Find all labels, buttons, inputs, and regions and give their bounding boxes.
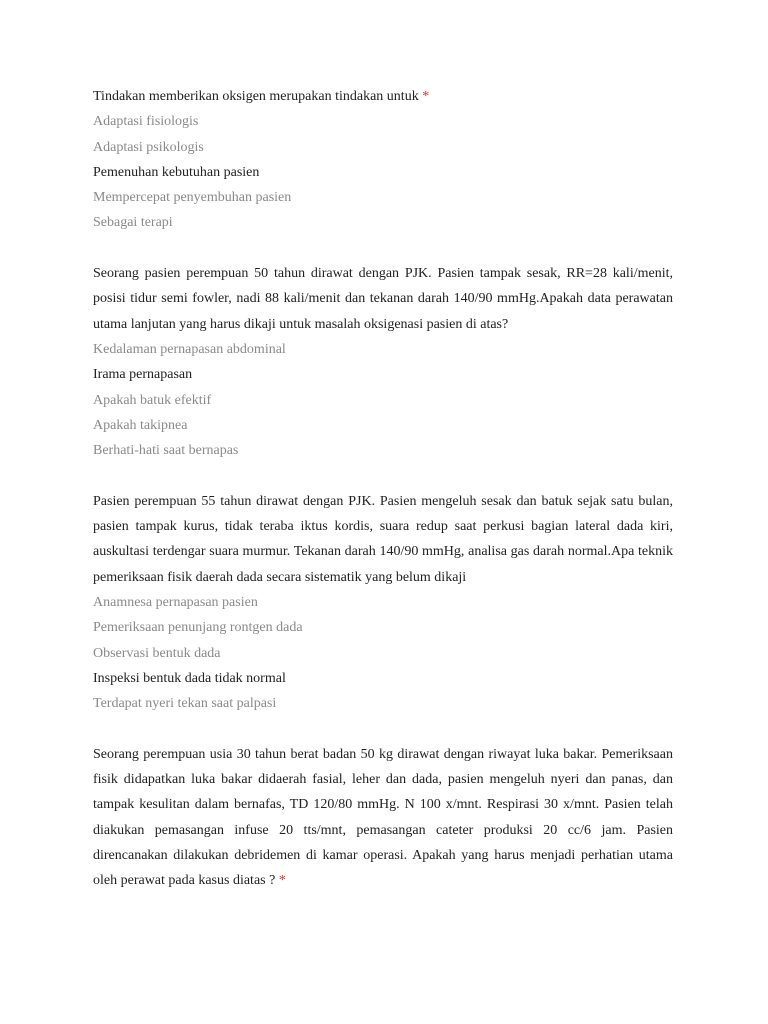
option-berhati-hati-saat-bernapas[interactable]: Berhati-hati saat bernapas [93, 443, 239, 459]
option-mempercepat-penyembuhan-pasien[interactable]: Mempercepat penyembuhan pasien [93, 190, 292, 206]
option-irama-pernapasan[interactable]: Irama pernapasan [93, 367, 193, 383]
option-nyeri-tekan-palpasi[interactable]: Terdapat nyeri tekan saat palpasi [93, 696, 277, 712]
option-anamnesa-pernapasan-pasien[interactable]: Anamnesa pernapasan pasien [93, 594, 258, 610]
option-apakah-batuk-efektif[interactable]: Apakah batuk efektif [93, 392, 212, 408]
option-kedalaman-pernapasan-abdominal[interactable]: Kedalaman pernapasan abdominal [93, 341, 286, 357]
option-inspeksi-bentuk-dada[interactable]: Inspeksi bentuk dada tidak normal [93, 670, 286, 686]
option-observasi-bentuk-dada[interactable]: Observasi bentuk dada [93, 645, 221, 661]
question-1-text: Tindakan memberikan oksigen merupakan tindakan untuk [93, 89, 419, 104]
required-asterisk: * [422, 89, 430, 104]
required-asterisk: * [278, 873, 286, 889]
spacer [93, 236, 673, 261]
question-4 [93, 742, 673, 894]
option-pemeriksaan-penunjang-rontgen[interactable]: Pemeriksaan penunjang rontgen dada [93, 620, 303, 636]
option-list [93, 590, 673, 716]
question-text [93, 742, 673, 894]
document-page [93, 84, 673, 894]
option-adaptasi-psikologis[interactable]: Adaptasi psikologis [93, 139, 204, 155]
question-2-text: Seorang pasien perempuan 50 tahun dirawat dengan PJK. Pasien tampak sesak, RR=28 kali/menit, posisi tidur semi fowler, nadi 88 kali/menit dan tekanan darah 140/90 mmHg.Apakah data perawatan utama lanjutan yang harus dikaji untuk masalah oksigenasi pasien di atas? [93, 266, 673, 332]
question-2 [93, 261, 673, 463]
option-sebagai-terapi[interactable]: Sebagai terapi [93, 215, 173, 231]
option-adaptasi-fisiologis[interactable]: Adaptasi fisiologis [93, 114, 199, 130]
option-list [93, 109, 673, 235]
option-pemenuhan-kebutuhan-pasien[interactable]: Pemenuhan kebutuhan pasien [93, 164, 260, 180]
option-apakah-takipnea[interactable]: Apakah takipnea [93, 417, 188, 433]
spacer [93, 463, 673, 488]
question-3-text: Pasien perempuan 55 tahun dirawat dengan PJK. Pasien mengeluh sesak dan batuk sejak satu bulan, pasien tampak kurus, tidak teraba iktus kordis, suara redup saat perkusi bagian lateral dada kiri, auskultasi terdengar suara murmur. Tekanan darah 140/90 mmHg, analisa gas darah normal.Apa teknik pemeriksaan fisik daerah dada secara sistematik yang belum dikaji [93, 493, 673, 585]
question-3 [93, 489, 673, 717]
question-1 [93, 84, 673, 236]
option-list [93, 337, 673, 463]
question-text [93, 84, 673, 109]
spacer [93, 716, 673, 741]
question-4-text: Seorang perempuan usia 30 tahun berat badan 50 kg dirawat dengan riwayat luka bakar. Pemeriksaan fisik didapatkan luka bakar didaerah fasial, leher dan dada, pasien mengeluh nyeri dan panas, dan tampak kesulitan dalam bernafas, TD 120/80 mmHg. N 100 x/mnt. Respirasi 30 x/mnt. Pasien telah diakukan pemasangan infuse 20 tts/mnt, pemasangan cateter produksi 20 cc/6 jam. Pasien direncanakan dilakukan debridemen di kamar operasi. Apakah yang harus menjadi perhatian utama oleh perawat pada kasus diatas ? [93, 746, 673, 889]
